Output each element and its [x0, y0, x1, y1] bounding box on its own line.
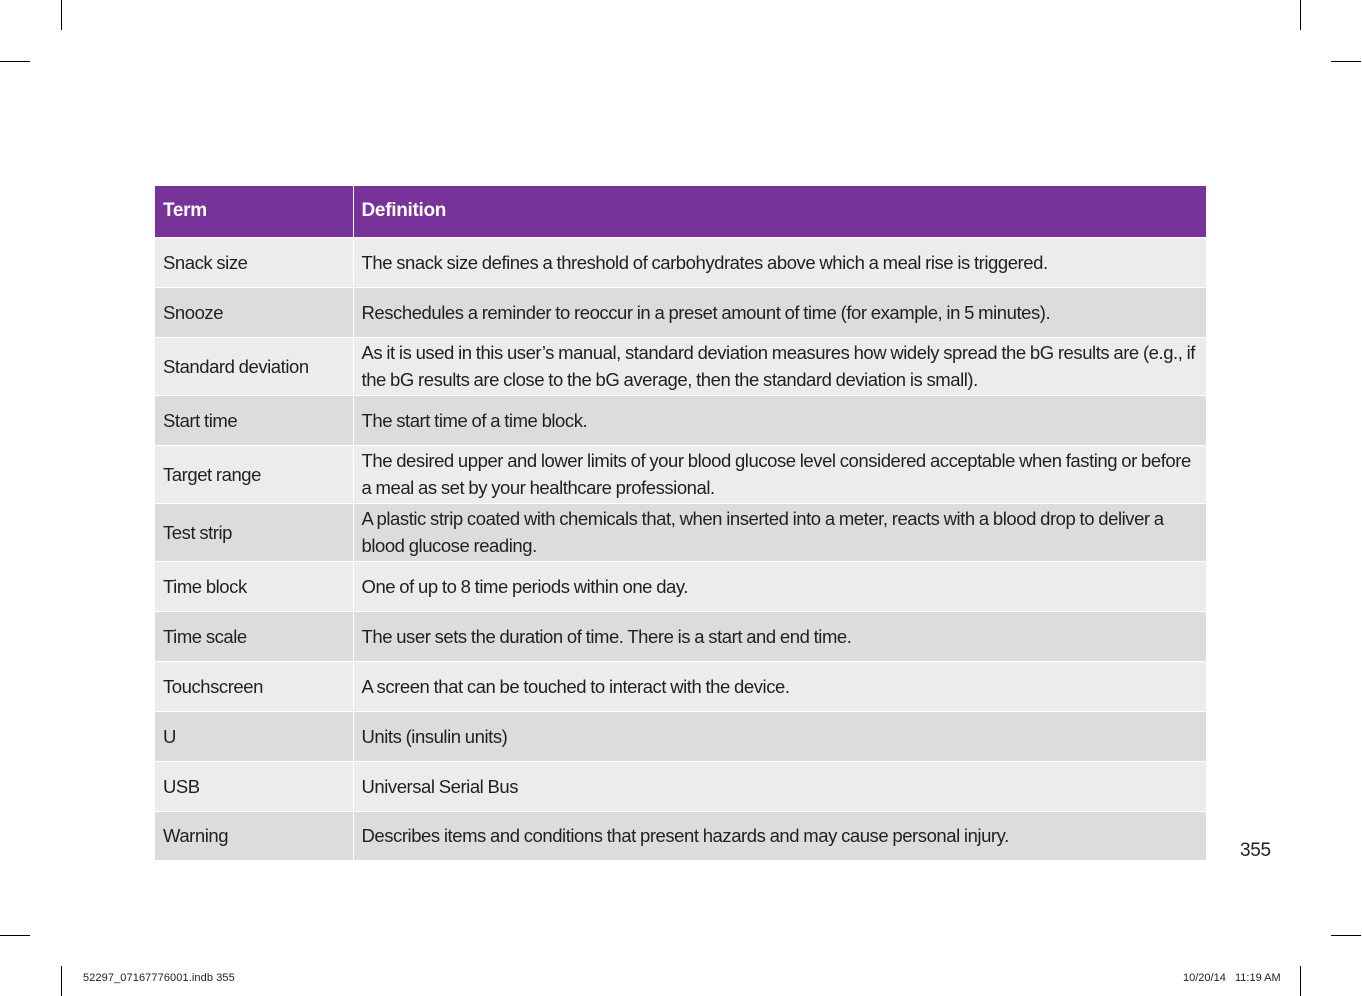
term-cell: Snooze	[155, 287, 353, 337]
term-cell: Snack size	[155, 237, 353, 287]
definition-cell: A screen that can be touched to interact with the device.	[353, 661, 1206, 711]
definition-cell: Universal Serial Bus	[353, 761, 1206, 811]
table-row	[155, 561, 1206, 611]
crop-mark	[0, 935, 30, 936]
crop-mark	[1300, 0, 1301, 30]
glossary-table	[155, 186, 1206, 860]
term-cell: Target range	[155, 445, 353, 503]
definition-cell: One of up to 8 time periods within one day.	[353, 561, 1206, 611]
definition-cell: The desired upper and lower limits of your blood glucose level considered acceptable when fasting or before a meal as set by your healthcare professional.	[353, 445, 1206, 503]
table-row	[155, 237, 1206, 287]
term-cell: Touchscreen	[155, 661, 353, 711]
page-number: 355	[1240, 840, 1271, 861]
term-cell: USB	[155, 761, 353, 811]
table-row	[155, 761, 1206, 811]
table-row	[155, 811, 1206, 860]
definition-cell: As it is used in this user’s manual, standard deviation measures how widely spread the bG results are (e.g., if the bG results are close to the bG average, then the standard deviation is small).	[353, 337, 1206, 395]
print-slug-file: 52297_07167776001.indb 355	[83, 972, 235, 984]
crop-mark	[61, 0, 62, 30]
term-cell: Time block	[155, 561, 353, 611]
crop-mark	[0, 61, 30, 62]
definition-cell: The user sets the duration of time. There is a start and end time.	[353, 611, 1206, 661]
definition-cell: Describes items and conditions that present hazards and may cause personal injury.	[353, 811, 1206, 860]
term-cell: Time scale	[155, 611, 353, 661]
print-slug-date: 10/20/14 11:19 AM	[1183, 972, 1281, 984]
term-cell: Standard deviation	[155, 337, 353, 395]
definition-cell: The snack size defines a threshold of carbohydrates above which a meal rise is triggered.	[353, 237, 1206, 287]
term-cell: U	[155, 711, 353, 761]
table-header-row	[155, 186, 1206, 237]
table-row	[155, 661, 1206, 711]
term-cell: Warning	[155, 811, 353, 860]
term-cell: Start time	[155, 395, 353, 445]
crop-mark	[61, 966, 62, 996]
table-row	[155, 395, 1206, 445]
table-row	[155, 337, 1206, 395]
crop-mark	[1331, 61, 1361, 62]
table-row	[155, 445, 1206, 503]
table-row	[155, 711, 1206, 761]
crop-mark	[1331, 935, 1361, 936]
crop-mark	[1300, 966, 1301, 996]
definition-cell: Units (insulin units)	[353, 711, 1206, 761]
definition-cell: A plastic strip coated with chemicals that, when inserted into a meter, reacts with a blood drop to deliver a blood glucose reading.	[353, 503, 1206, 561]
term-column-header: Term	[155, 186, 353, 237]
definition-cell: Reschedules a reminder to reoccur in a preset amount of time (for example, in 5 minutes).	[353, 287, 1206, 337]
term-cell: Test strip	[155, 503, 353, 561]
table-row	[155, 503, 1206, 561]
table-row	[155, 611, 1206, 661]
definition-cell: The start time of a time block.	[353, 395, 1206, 445]
table-row	[155, 287, 1206, 337]
definition-column-header: Definition	[353, 186, 1206, 237]
